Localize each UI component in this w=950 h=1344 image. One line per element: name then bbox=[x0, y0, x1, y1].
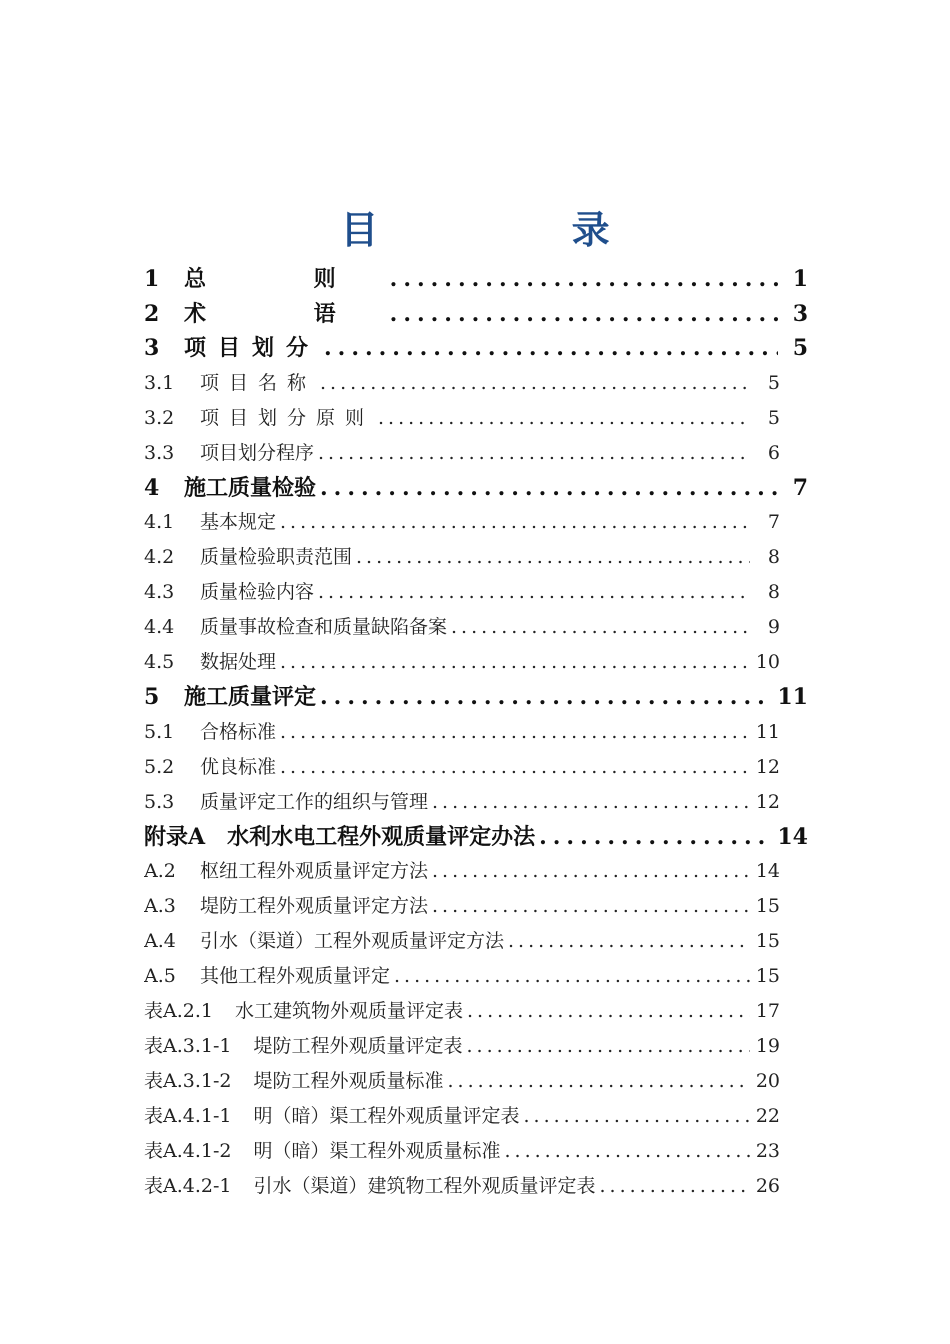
toc-entry[interactable] bbox=[144, 924, 808, 959]
toc-entry-title: 数据处理 bbox=[200, 651, 277, 673]
toc-dot-leader bbox=[390, 262, 778, 297]
toc-entry-number: 表A.4.1-1 bbox=[144, 1105, 232, 1127]
toc-entry[interactable] bbox=[144, 540, 808, 575]
toc-dot-leader bbox=[394, 959, 750, 994]
toc-entry-number: 3 bbox=[144, 335, 160, 361]
toc-page-number: 10 bbox=[755, 651, 780, 673]
toc-entry[interactable] bbox=[144, 366, 808, 401]
toc-page-number: 17 bbox=[755, 1000, 780, 1022]
toc-entry[interactable] bbox=[144, 610, 808, 645]
toc-entry-title: 合格标准 bbox=[200, 720, 277, 743]
toc-dot-leader bbox=[524, 1099, 750, 1134]
toc-entry-number: 4.1 bbox=[144, 511, 175, 533]
toc-dot-leader bbox=[378, 401, 750, 436]
toc-entry[interactable] bbox=[144, 1169, 808, 1204]
toc-page-number: 7 bbox=[792, 474, 808, 501]
toc-page-number: 3 bbox=[792, 300, 808, 327]
toc-entry-title: 施工质量评定 bbox=[184, 684, 317, 710]
toc-dot-leader bbox=[451, 610, 750, 645]
toc-entry-title: 堤防工程外观质量评定方法 bbox=[200, 895, 429, 917]
toc-page-number: 15 bbox=[755, 930, 780, 952]
toc-dot-leader bbox=[318, 436, 750, 471]
toc-entry[interactable] bbox=[144, 959, 808, 994]
toc-page-number: 19 bbox=[755, 1035, 780, 1057]
toc-entry-number: 5 bbox=[144, 684, 160, 710]
toc-entry-title: 枢纽工程外观质量评定方法 bbox=[200, 860, 429, 882]
toc-page-number: 14 bbox=[777, 823, 808, 850]
toc-entry-number: 4.3 bbox=[144, 581, 175, 603]
toc-dot-leader bbox=[320, 680, 771, 715]
toc-entry[interactable] bbox=[144, 575, 808, 610]
page-title: 目 录 bbox=[340, 207, 700, 252]
toc-entry-title: 水利水电工程外观质量评定办法 bbox=[227, 823, 536, 850]
toc-page-number: 20 bbox=[755, 1070, 780, 1092]
toc-entry-number: 4.2 bbox=[144, 546, 175, 568]
toc-entry[interactable] bbox=[144, 471, 808, 506]
toc-entry-title: 项目名称 bbox=[200, 371, 317, 394]
toc-dot-leader bbox=[280, 645, 750, 680]
toc-dot-leader bbox=[390, 297, 778, 332]
toc-page-number: 8 bbox=[767, 581, 780, 603]
toc-entry-number: 3.3 bbox=[144, 441, 175, 464]
toc-entry-number: 5.2 bbox=[144, 755, 175, 778]
toc-entry-number: 4.5 bbox=[144, 651, 175, 673]
toc-page-number: 6 bbox=[767, 441, 780, 464]
toc-entry-number: 2 bbox=[144, 300, 160, 327]
toc-page-number: 9 bbox=[767, 616, 780, 638]
toc-dot-leader bbox=[539, 820, 771, 855]
toc-entry-title: 质量检验内容 bbox=[200, 581, 315, 603]
toc-dot-leader bbox=[432, 785, 750, 820]
toc-entry-title: 引水（渠道）建筑物工程外观质量评定表 bbox=[253, 1175, 596, 1197]
toc-entry[interactable] bbox=[144, 331, 808, 366]
toc-dot-leader bbox=[280, 505, 750, 540]
toc-entry[interactable] bbox=[144, 715, 808, 750]
toc-entry[interactable] bbox=[144, 436, 808, 471]
toc-entry-number: A.3 bbox=[144, 895, 176, 917]
toc-page-number: 5 bbox=[792, 335, 808, 361]
toc-page-number: 7 bbox=[767, 511, 780, 533]
toc-entry-title: 水工建筑物外观质量评定表 bbox=[234, 1000, 463, 1022]
toc-entry-number: A.2 bbox=[144, 860, 176, 882]
toc-entry-title: 质量事故检查和质量缺陷备案 bbox=[200, 616, 448, 638]
toc-entry[interactable] bbox=[144, 1029, 808, 1064]
toc-entry[interactable] bbox=[144, 1064, 808, 1099]
toc-page-number: 5 bbox=[767, 406, 780, 429]
toc-dot-leader bbox=[356, 540, 750, 575]
toc-dot-leader bbox=[324, 331, 778, 366]
toc-entry[interactable] bbox=[144, 1099, 808, 1134]
toc-entry[interactable] bbox=[144, 994, 808, 1029]
toc-entry-title: 项目划分 bbox=[184, 335, 321, 361]
toc-entry-number: 4.4 bbox=[144, 616, 175, 638]
toc-dot-leader bbox=[508, 924, 750, 959]
toc-entry[interactable] bbox=[144, 854, 808, 889]
toc-entry-number: 附录A bbox=[144, 823, 206, 850]
toc-entry-number: 4 bbox=[144, 474, 160, 501]
toc-dot-leader bbox=[318, 575, 750, 610]
toc-page-number: 22 bbox=[755, 1105, 780, 1127]
toc-dot-leader bbox=[600, 1169, 750, 1204]
toc-entry-title: 术 语 bbox=[184, 300, 386, 327]
toc-entry[interactable] bbox=[144, 889, 808, 924]
toc-entry[interactable] bbox=[144, 820, 808, 855]
toc-entry[interactable] bbox=[144, 785, 808, 820]
toc-entry[interactable] bbox=[144, 505, 808, 540]
toc-entry-number: 表A.3.1-2 bbox=[144, 1070, 232, 1092]
toc-entry-number: 表A.2.1 bbox=[144, 1000, 213, 1022]
toc-entry[interactable] bbox=[144, 1134, 808, 1169]
toc-entry-title: 总 则 bbox=[184, 266, 386, 292]
toc-dot-leader bbox=[280, 715, 750, 750]
toc-entry-title: 其他工程外观质量评定 bbox=[200, 965, 391, 987]
toc-page-number: 14 bbox=[755, 860, 780, 882]
toc-page-number: 1 bbox=[792, 266, 808, 292]
toc-page-number: 26 bbox=[755, 1175, 780, 1197]
toc-page-number: 8 bbox=[767, 546, 780, 568]
toc-page-number: 23 bbox=[755, 1140, 780, 1162]
toc-dot-leader bbox=[432, 854, 750, 889]
toc-dot-leader bbox=[320, 366, 750, 401]
toc-dot-leader bbox=[467, 994, 750, 1029]
toc-entry-number: 表A.3.1-1 bbox=[144, 1035, 232, 1057]
toc-dot-leader bbox=[280, 750, 750, 785]
toc-entry-number: 表A.4.2-1 bbox=[144, 1175, 232, 1197]
toc-page-number: 12 bbox=[755, 790, 780, 813]
toc-entry-title: 施工质量检验 bbox=[184, 474, 317, 501]
toc-page-number: 12 bbox=[755, 755, 780, 778]
toc-entry-title: 质量检验职责范围 bbox=[200, 546, 353, 568]
toc-entry-title: 项目划分原则 bbox=[200, 406, 375, 429]
toc-entry-title: 堤防工程外观质量标准 bbox=[253, 1070, 444, 1092]
toc-page-number: 11 bbox=[777, 684, 808, 710]
toc-page-number: 5 bbox=[767, 371, 780, 394]
toc-entry-title: 引水（渠道）工程外观质量评定方法 bbox=[200, 930, 505, 952]
toc-dot-leader bbox=[448, 1064, 750, 1099]
toc-entry-title: 基本规定 bbox=[200, 511, 277, 533]
toc-entry-number: 表A.4.1-2 bbox=[144, 1140, 232, 1162]
toc-dot-leader bbox=[320, 471, 778, 506]
toc-entry-number: A.4 bbox=[144, 930, 176, 952]
toc-dot-leader bbox=[432, 889, 750, 924]
toc-entry[interactable] bbox=[144, 750, 808, 785]
toc-entry-title: 明（暗）渠工程外观质量评定表 bbox=[253, 1105, 520, 1127]
toc-entry-number: A.5 bbox=[144, 965, 176, 987]
toc-entry-title: 堤防工程外观质量评定表 bbox=[253, 1035, 463, 1057]
toc-entry-number: 1 bbox=[144, 266, 160, 292]
toc-entry[interactable] bbox=[144, 262, 808, 297]
toc-page-number: 11 bbox=[755, 720, 780, 743]
table-of-contents bbox=[144, 262, 808, 1204]
toc-dot-leader bbox=[467, 1029, 750, 1064]
toc-entry-number: 3.2 bbox=[144, 406, 175, 429]
toc-entry-number: 3.1 bbox=[144, 371, 175, 394]
toc-entry-title: 质量评定工作的组织与管理 bbox=[200, 790, 429, 813]
toc-entry-number: 5.1 bbox=[144, 720, 175, 743]
toc-entry-title: 明（暗）渠工程外观质量标准 bbox=[253, 1140, 501, 1162]
toc-entry[interactable] bbox=[144, 680, 808, 715]
toc-entry[interactable] bbox=[144, 401, 808, 436]
toc-entry[interactable] bbox=[144, 645, 808, 680]
toc-entry-title: 优良标准 bbox=[200, 755, 277, 778]
toc-entry-number: 5.3 bbox=[144, 790, 175, 813]
toc-dot-leader bbox=[505, 1134, 750, 1169]
toc-entry[interactable] bbox=[144, 297, 808, 332]
toc-page-number: 15 bbox=[755, 965, 780, 987]
toc-page-number: 15 bbox=[755, 895, 780, 917]
toc-entry-title: 项目划分程序 bbox=[200, 441, 315, 464]
